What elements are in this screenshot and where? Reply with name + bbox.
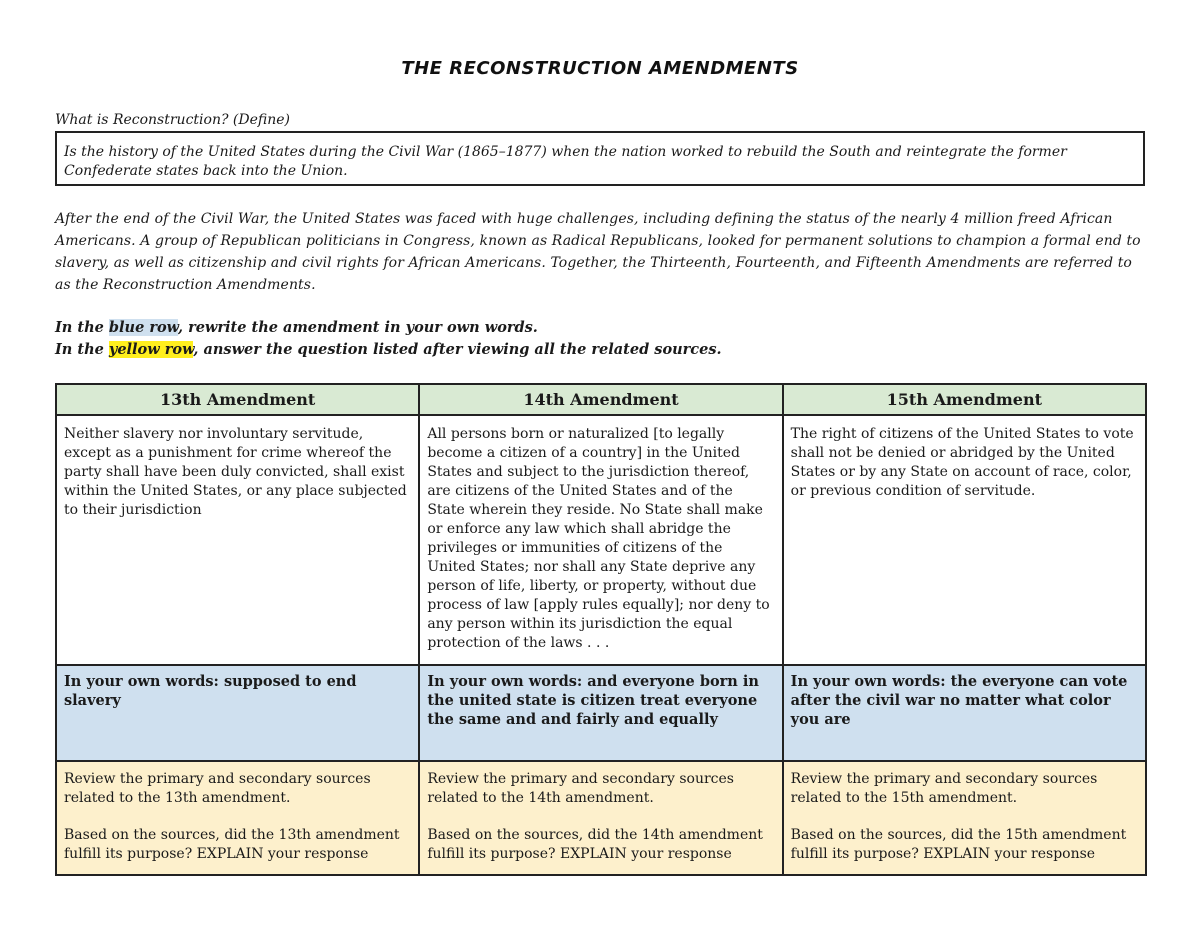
review-row bbox=[56, 761, 1146, 875]
instruction-blue bbox=[55, 319, 1145, 336]
own-words-15th[interactable]: In your own words: the everyone can vote after the civil war no matter what color you are bbox=[783, 665, 1146, 761]
review-15th: Review the primary and secondary sources related to the 15th amendment. bbox=[790, 771, 1098, 806]
question-15th: Based on the sources, did the 15th amendment fulfill its purpose? EXPLAIN your response bbox=[790, 827, 1127, 862]
review-13th: Review the primary and secondary sources related to the 13th amendment. bbox=[64, 771, 371, 806]
question-14th: Based on the sources, did the 14th amendment fulfill its purpose? EXPLAIN your response bbox=[427, 827, 763, 862]
review-cell-14th[interactable] bbox=[419, 761, 782, 875]
header-14th: 14th Amendment bbox=[419, 384, 782, 415]
spacer bbox=[791, 808, 1138, 826]
text-13th: Neither slavery nor involuntary servitude, except as a punishment for crime whereof the party shall have been duly convicted, shall exist within the United States, or any place subjected to their jurisdiction bbox=[56, 415, 419, 665]
instruction-blue-post: , rewrite the amendment in your own words. bbox=[177, 319, 538, 336]
instruction-blue-pre: In the bbox=[55, 319, 109, 336]
intro-paragraph: After the end of the Civil War, the United States was faced with huge challenges, including defining the status of the nearly 4 million freed African Americans. A group of Republican politicians in Congress, known as Radical Republicans, looked for permanent solutions to champion a formal end to slavery, as well as citizenship and civil rights for African Americans. Together, the Thirteenth, Fourteenth, and Fifteenth Amendments are referred to as the Reconstruction Amendments. bbox=[55, 211, 1141, 293]
spacer bbox=[427, 808, 774, 826]
header-row bbox=[56, 384, 1146, 415]
define-question: What is Reconstruction? (Define) bbox=[55, 112, 290, 128]
review-14th: Review the primary and secondary sources related to the 14th amendment. bbox=[427, 771, 734, 806]
text-15th: The right of citizens of the United States to vote shall not be denied or abridged by the United States or by any State on account of race, color, or previous condition of servitude. bbox=[783, 415, 1146, 665]
instruction-yellow bbox=[55, 341, 1145, 358]
question-13th: Based on the sources, did the 13th amendment fulfill its purpose? EXPLAIN your response bbox=[64, 827, 400, 862]
spacer bbox=[64, 808, 411, 826]
own-words-row bbox=[56, 665, 1146, 761]
own-words-14th[interactable]: In your own words: and everyone born in the united state is citizen treat everyone the same and and fairly and equally bbox=[419, 665, 782, 761]
page-title: THE RECONSTRUCTION AMENDMENTS bbox=[401, 58, 799, 79]
header-13th: 13th Amendment bbox=[56, 384, 419, 415]
text-14th: All persons born or naturalized [to legally become a citizen of a country] in the United States and subject to the jurisdiction thereof, are citizens of the United States and of the State wherein they reside. No State shall make or enforce any law which shall abridge the privileges or immunities of citizens of the United States; nor shall any State deprive any person of life, liberty, or property, without due process of law [apply rules equally]; nor deny to any person within its jurisdiction the equal protection of the laws . . . bbox=[419, 415, 782, 665]
instruction-yellow-pre: In the bbox=[55, 341, 109, 358]
header-15th: 15th Amendment bbox=[783, 384, 1146, 415]
review-cell-13th[interactable] bbox=[56, 761, 419, 875]
instruction-yellow-post: , answer the question listed after viewing all the related sources. bbox=[193, 341, 722, 358]
blue-row-highlight: blue row bbox=[108, 319, 178, 336]
review-cell-15th[interactable] bbox=[783, 761, 1146, 875]
own-words-13th[interactable]: In your own words: supposed to end slavery bbox=[56, 665, 419, 761]
definition-answer-box[interactable]: Is the history of the United States during the Civil War (1865–1877) when the nation worked to rebuild the South and reintegrate the former Confederate states back into the Union. bbox=[55, 131, 1145, 186]
amendments-table bbox=[55, 383, 1147, 876]
yellow-row-highlight: yellow row bbox=[108, 341, 194, 358]
amendment-text-row bbox=[56, 415, 1146, 665]
